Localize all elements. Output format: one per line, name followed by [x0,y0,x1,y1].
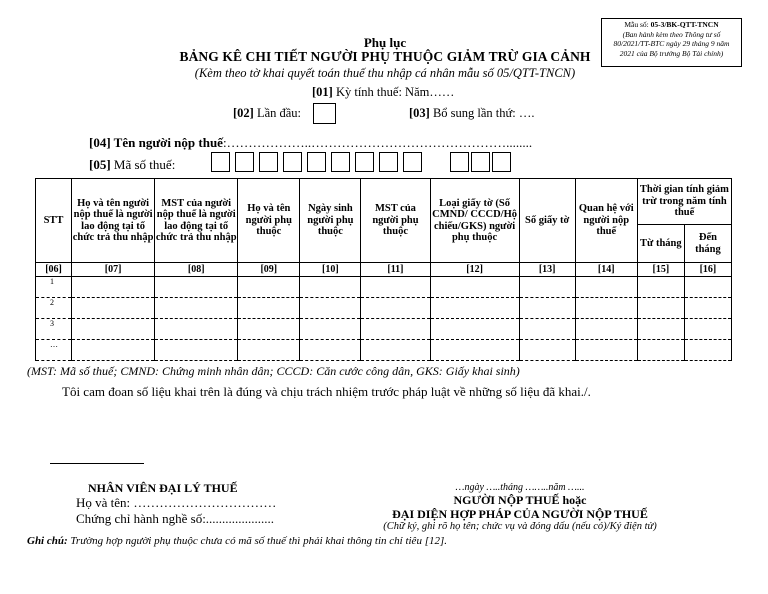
table-cell[interactable] [300,319,361,340]
supplement-code: [03] [409,106,430,120]
taxpayer-name-dots: :………………..………………………………………........ [222,135,533,150]
table-cell[interactable] [361,340,430,361]
tax-id-branch-box[interactable] [492,152,511,172]
agent-title: NHÂN VIÊN ĐẠI LÝ THUẾ [88,481,238,495]
table-cell[interactable] [238,340,300,361]
table-cell[interactable] [300,298,361,319]
table-cell[interactable] [72,340,155,361]
table-cell[interactable] [684,277,731,298]
table-cell[interactable] [519,340,575,361]
form-issue-line-2: 80/2021/TT-BTC ngày 29 tháng 9 năm [613,39,730,48]
table-cell[interactable] [361,319,430,340]
col-header-dependent-name: Họ và tên người phụ thuộc [238,179,300,263]
table-cell[interactable] [361,277,430,298]
index-cell: [14] [575,263,637,277]
table-cell[interactable] [155,298,238,319]
table-cell[interactable] [684,340,731,361]
table-cell[interactable] [637,340,684,361]
table-row [36,319,732,340]
table-cell[interactable] [300,277,361,298]
index-cell: [08] [155,263,238,277]
row-number: 1 [36,277,72,298]
table-cell[interactable] [430,277,519,298]
table-cell[interactable] [361,298,430,319]
tax-id-digit-box[interactable] [331,152,350,172]
col-header-relationship: Quan hệ với người nộp thuế [575,179,637,263]
abbreviation-note: (MST: Mã số thuế; CMND: Chứng minh nhân dân; CCCD: Căn cước công dân, GKS: Giấy khai sinh) [27,364,520,378]
form-issue-line-3: 2021 của Bộ trưởng Bộ Tài chính) [619,48,724,58]
dependents-table [35,178,732,361]
tax-id-digit-box[interactable] [259,152,278,172]
appendix-label: Phụ lục [363,35,407,50]
col-header-employee-mst: MST của người nộp thuế là người lao động tại tổ chức trả thu nhập [155,179,238,263]
tax-id-digit-box[interactable] [211,152,230,172]
col-header-deduction-period: Thời gian tính giảm trừ trong năm tính thuế [637,179,731,225]
tax-id-field [89,157,175,173]
first-time-code: [02] [233,106,254,120]
taxpayer-name-label: [04] Tên người nộp thuế [89,135,223,150]
tax-id-digit-box[interactable] [379,152,398,172]
table-cell[interactable] [430,319,519,340]
supplement-field[interactable] [409,106,535,121]
table-cell[interactable] [72,298,155,319]
table-cell[interactable] [519,319,575,340]
tax-id-digit-box[interactable] [403,152,422,172]
page-subtitle: (Kèm theo tờ khai quyết toán thuế thu nhập cá nhân mẫu số 05/QTT-TNCN) [194,66,576,80]
table-row [36,277,732,298]
tax-id-digit-box[interactable] [283,152,302,172]
table-cell[interactable] [637,298,684,319]
index-cell: [06] [36,263,72,277]
row-number: 2 [36,298,72,319]
index-cell: [07] [72,263,155,277]
col-header-employee-name: Họ và tên người nộp thuế là người lao động tại tổ chức trả thu nhập [72,179,155,263]
table-cell[interactable] [430,298,519,319]
table-cell[interactable] [238,319,300,340]
tax-id-digit-box[interactable] [307,152,326,172]
tax-period-text: Kỳ tính thuế: Năm…… [332,85,455,99]
signer-title-1: NGƯỜI NỘP THUẾ hoặc [453,493,587,507]
tax-period-field[interactable] [312,85,454,100]
table-cell[interactable] [155,319,238,340]
table-row [36,340,732,361]
table-cell[interactable] [575,319,637,340]
tax-id-branch-box[interactable] [450,152,469,172]
col-header-dependent-mst: MST của người phụ thuộc [361,179,430,263]
index-cell: [15] [637,263,684,277]
declaration-text: Tôi cam đoan số liệu khai trên là đúng và chịu trách nhiệm trước pháp luật về những số liệu đã khai./. [62,384,591,399]
signer-instruction: (Chữ ký, ghi rõ họ tên; chức vụ và đóng dấu (nếu có)/Ký điện tử) [383,521,657,532]
table-row [36,298,732,319]
table-cell[interactable] [684,319,731,340]
tax-id-digit-box[interactable] [355,152,374,172]
form-code-label: Mẫu số: [624,20,651,29]
col-header-id-number: Số giấy tờ [519,179,575,263]
col-header-dependent-dob: Ngày sinh người phụ thuộc [300,179,361,263]
first-time-field [233,106,301,121]
row-number: … [36,340,72,361]
tax-id-label: Mã số thuế: [110,157,176,172]
table-cell[interactable] [684,298,731,319]
tax-id-code: [05] [89,157,111,172]
row-number: 3 [36,319,72,340]
form-code: 05-3/BK-QTT-TNCN [650,20,719,29]
table-cell[interactable] [238,298,300,319]
signature-divider [50,463,144,464]
table-cell[interactable] [300,340,361,361]
table-cell[interactable] [155,340,238,361]
bottom-note [27,535,447,547]
agent-name-field[interactable]: Họ và tên: …………………………… [76,495,277,510]
table-cell[interactable] [72,277,155,298]
table-cell[interactable] [575,340,637,361]
index-cell: [09] [238,263,300,277]
tax-period-code: [01] [312,85,333,99]
first-time-text: Lần đầu: [253,106,302,120]
signing-date: …ngày …..tháng ……..năm …... [455,482,585,493]
agent-cert-field[interactable]: Chứng chỉ hành nghề số:..................... [76,511,275,526]
table-cell[interactable] [519,298,575,319]
taxpayer-name-field[interactable] [89,135,532,151]
index-cell: [13] [519,263,575,277]
table-cell[interactable] [430,340,519,361]
col-header-id-type: Loại giấy tờ (Số CMND/ CCCD/Hộ chiếu/GKS) người phụ thuộc [430,179,519,263]
table-cell[interactable] [637,319,684,340]
form-issue-line-1: (Ban hành kèm theo Thông tư số [622,29,721,39]
col-header-from-month: Từ tháng [637,225,684,263]
page-title: BẢNG KÊ CHI TIẾT NGƯỜI PHỤ THUỘC GIẢM TRỪ GIA CẢNH [179,49,591,64]
signer-title-2: ĐẠI DIỆN HỢP PHÁP CỦA NGƯỜI NỘP THUẾ [392,507,648,521]
index-row [36,263,732,277]
table-cell[interactable] [519,277,575,298]
note-text: Trường hợp người phụ thuộc chưa có mã số thuế thì phải khai thông tin chỉ tiêu [12]. [67,535,448,547]
index-cell: [10] [300,263,361,277]
tax-id-digit-box[interactable] [235,152,254,172]
col-header-to-month: Đến tháng [684,225,731,263]
table-cell[interactable] [575,298,637,319]
index-cell: [11] [361,263,430,277]
table-cell[interactable] [238,277,300,298]
index-cell: [12] [430,263,519,277]
table-cell[interactable] [575,277,637,298]
tax-id-branch-box[interactable] [471,152,490,172]
form-code-box [601,18,742,67]
supplement-text: Bổ sung lần thứ: …. [429,106,535,120]
first-time-checkbox[interactable] [313,103,336,124]
note-label: Ghi chú: [27,535,68,547]
table-cell[interactable] [155,277,238,298]
col-header-stt: STT [36,179,72,263]
index-cell: [16] [684,263,731,277]
table-cell[interactable] [637,277,684,298]
table-cell[interactable] [72,319,155,340]
